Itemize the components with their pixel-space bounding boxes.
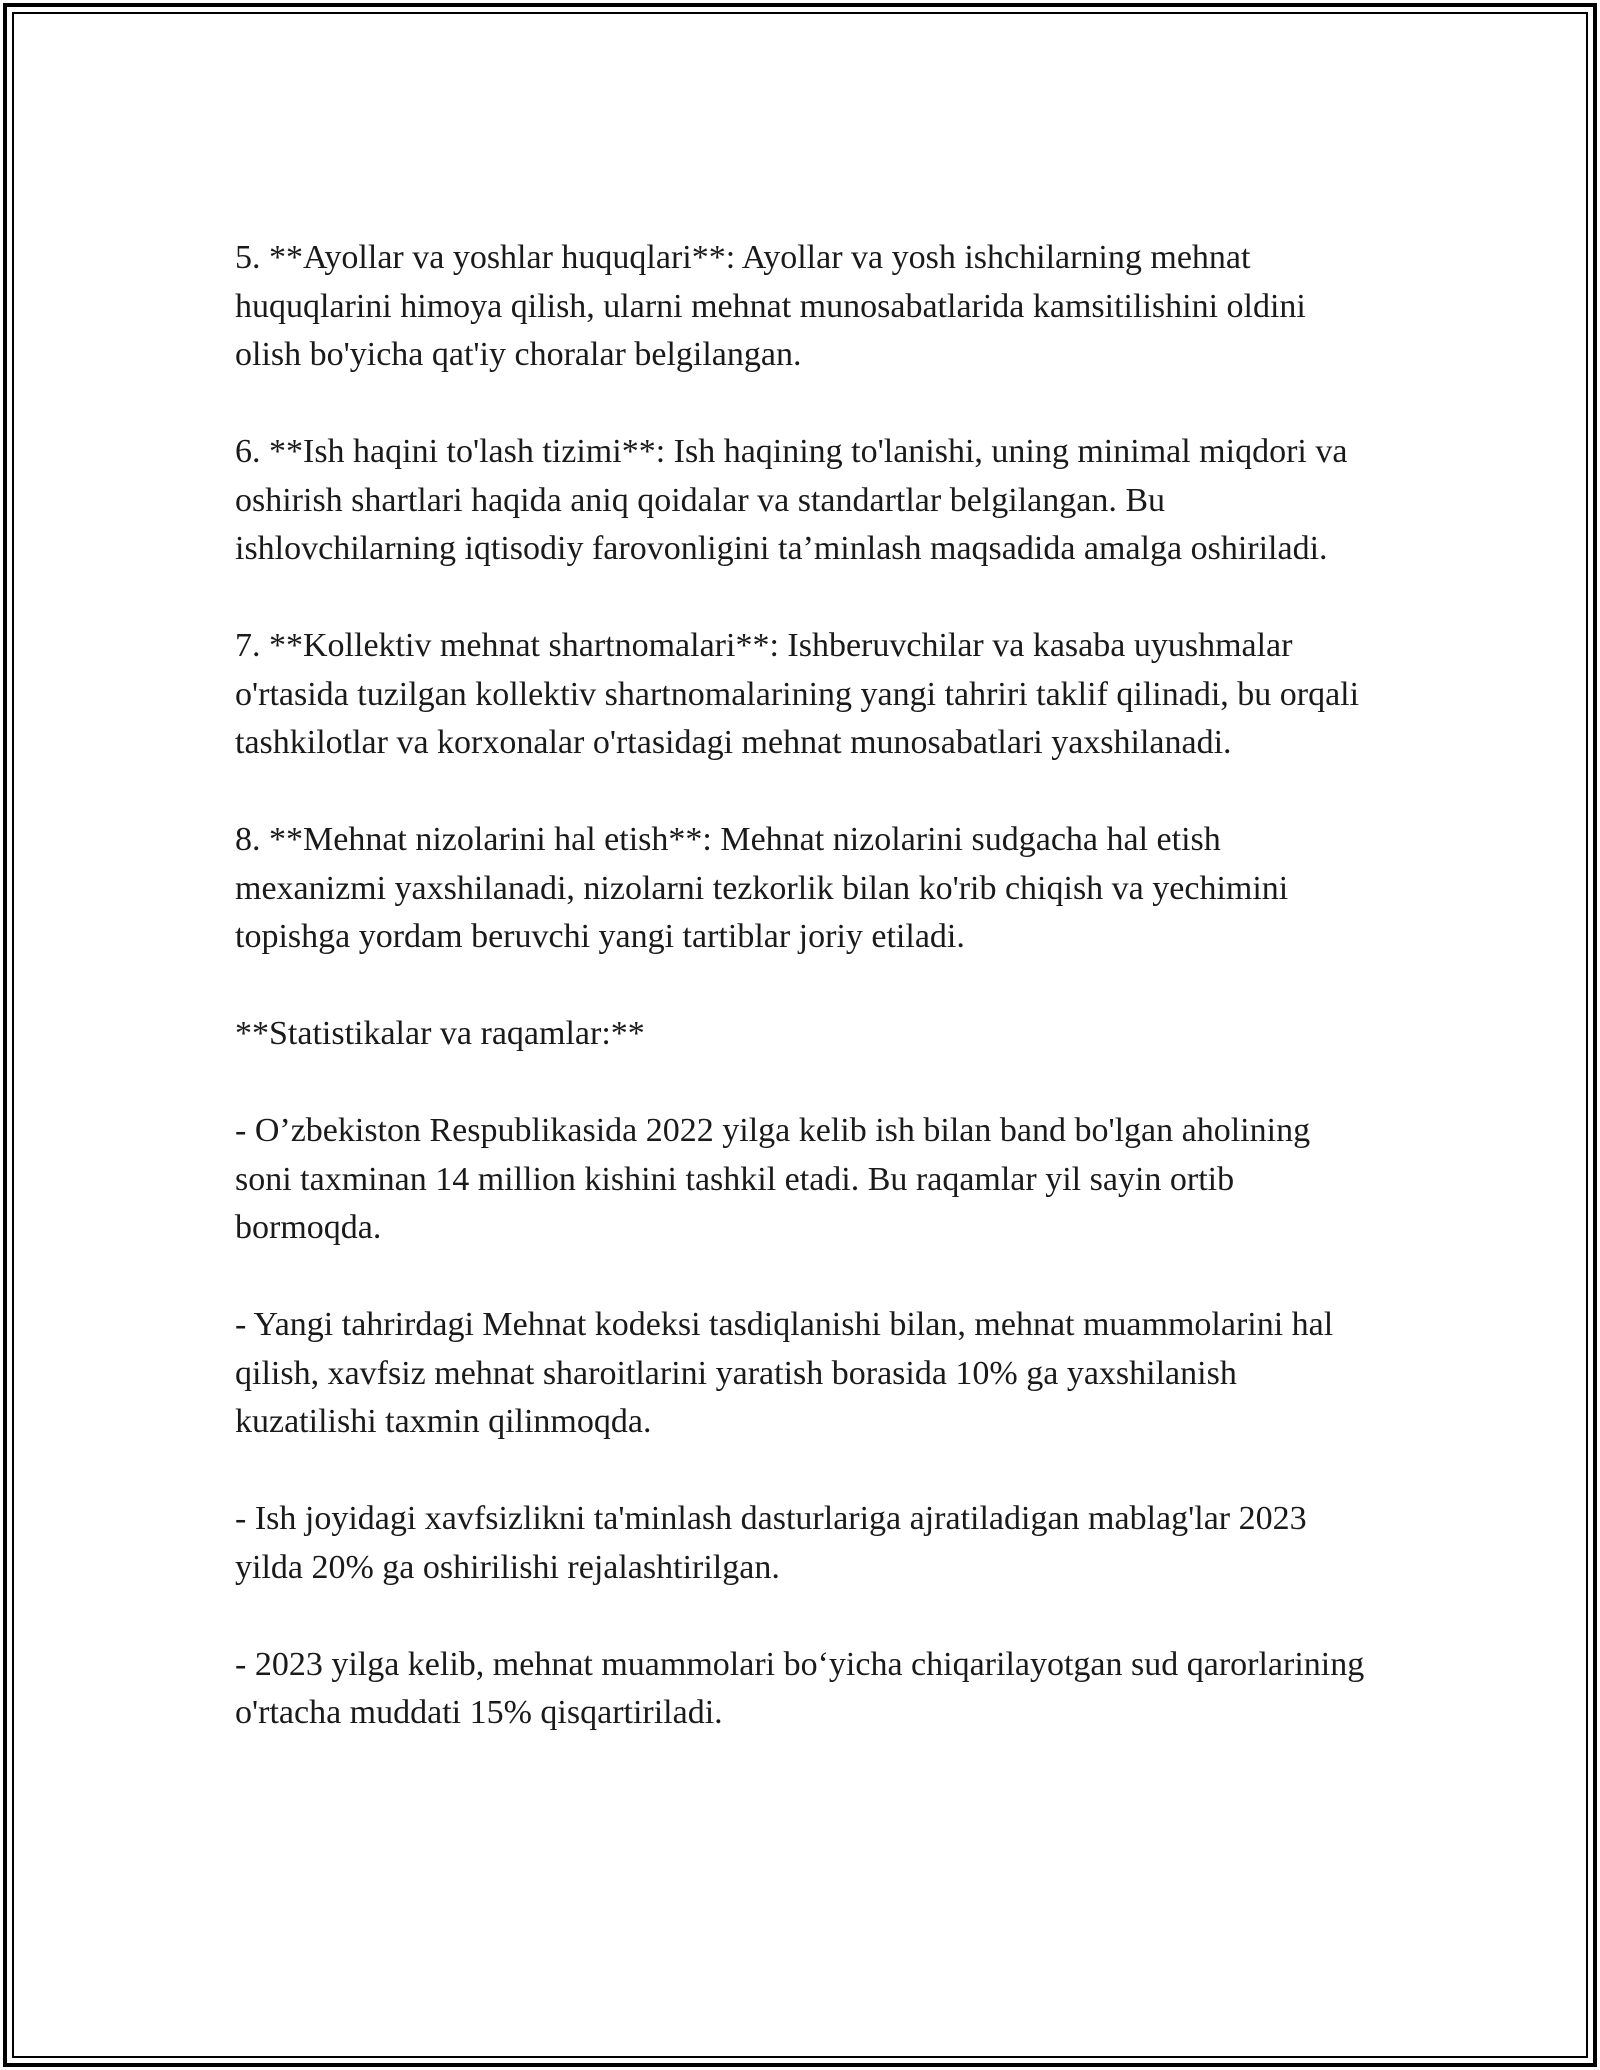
document-body	[235, 234, 1375, 1738]
statistic-safety-funding: - Ish joyidagi xavfsizlikni ta'minlash dasturlariga ajratiladigan mablag'lar 2023 yilda 20% ga oshirilishi rejalashtirilgan.	[235, 1500, 1307, 1586]
section-heading-statistics: **Statistikalar va raqamlar:**	[235, 1015, 645, 1052]
statistic-court-duration: - 2023 yilga kelib, mehnat muammolari bo‘yicha chiqarilayotgan sud qarorlarining o'rtacha muddati 15% qisqartiriladi.	[235, 1645, 1365, 1731]
paragraph-item-7-collective-agreements: 7. **Kollektiv mehnat shartnomalari**: Ishberuvchilar va kasaba uyushmalar o'rtasida tuzilgan kollektiv shartnomalarining yangi tahriri taklif qilinadi, bu orqali tashkilotlar va korxonalar o'rtasidagi mehnat munosabatlari yaxshilanadi.	[235, 627, 1360, 761]
paragraph-item-8-labor-disputes: 8. **Mehnat nizolarini hal etish**: Mehnat nizolarini sudgacha hal etish mexanizmi yaxshilanadi, nizolarni tezkorlik bilan ko'rib chiqish va yechimini topishga yordam beruvchi yangi tartiblar joriy etiladi.	[235, 821, 1289, 955]
paragraph-item-5-women-youth-rights: 5. **Ayollar va yoshlar huquqlari**: Ayollar va yosh ishchilarning mehnat huquqlarini himoya qilish, ularni mehnat munosabatlarida kamsitilishini oldini olish bo'yicha qat'iy choralar belgilangan.	[235, 239, 1306, 373]
paragraph-item-6-wage-system: 6. **Ish haqini to'lash tizimi**: Ish haqining to'lanishi, uning minimal miqdori va oshirish shartlari haqida aniq qoidalar va standartlar belgilangan. Bu ishlovchilarning iqtisodiy farovonligini ta’minlash maqsadida amalga oshiriladi.	[235, 433, 1348, 567]
statistic-employment: - O’zbekiston Respublikasida 2022 yilga kelib ish bilan band bo'lgan aholining soni taxminan 14 million kishini tashkil etadi. Bu raqamlar yil sayin ortib bormoqda.	[235, 1112, 1311, 1246]
statistic-labor-code-improvement: - Yangi tahrirdagi Mehnat kodeksi tasdiqlanishi bilan, mehnat muammolarini hal qilish, xavfsiz mehnat sharoitlarini yaratish borasida 10% ga yaxshilanish kuzatilishi taxmin qilinmoqda.	[235, 1306, 1334, 1440]
